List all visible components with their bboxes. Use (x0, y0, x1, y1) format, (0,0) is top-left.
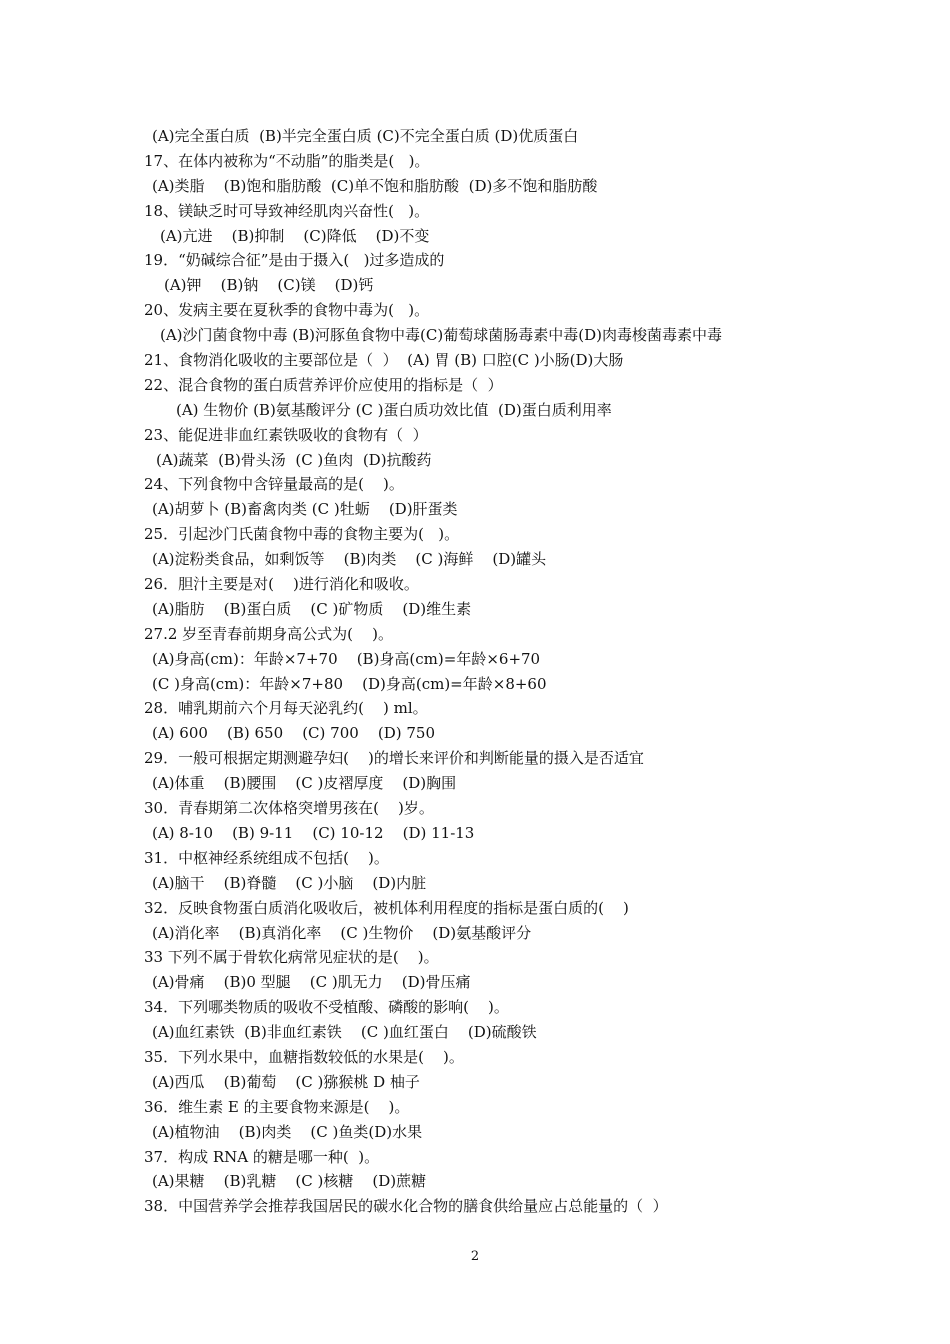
answer-options-line: (A) 8-10 (B) 9-11 (C) 10-12 (D) 11-13 (152, 823, 475, 842)
question-line: 21、食物消化吸收的主要部位是（ ） (A) 胃 (B) 口腔(C )小肠(D)大肠 (144, 351, 624, 370)
question-line: 32．反映食物蛋白质消化吸收后，被机体利用程度的指标是蛋白质的( ) (144, 898, 629, 917)
answer-options-line: (A)西瓜 (B)葡萄 (C )猕猴桃 D 柚子 (152, 1072, 420, 1091)
question-line: 17、在体内被称为“不动脂”的脂类是( )。 (144, 151, 430, 170)
question-list (144, 124, 804, 1219)
question-line: 34．下列哪类物质的吸收不受植酸、磷酸的影响( )。 (144, 998, 509, 1017)
question-line: 26．胆汁主要是对( )进行消化和吸收。 (144, 575, 419, 594)
question-line: 30．青春期第二次体格突增男孩在( )岁。 (144, 799, 434, 818)
question-line: 36．维生素 E 的主要食物来源是( )。 (144, 1097, 410, 1116)
answer-options-line: (A)亢进 (B)抑制 (C)降低 (D)不变 (160, 226, 430, 245)
answer-options-line: (A)脑干 (B)脊髓 (C )小脑 (D)内脏 (152, 873, 427, 892)
question-line: 29．一般可根据定期测避孕妇( )的增长来评价和判断能量的摄入是否适宜 (144, 749, 644, 768)
answer-options-line: (A)身高(cm)：年龄×7+70 (B)身高(cm)=年龄×6+70 (152, 649, 541, 668)
question-line: 37．构成 RNA 的糖是哪一种( )。 (144, 1147, 380, 1166)
answer-options-line: (A)体重 (B)腰围 (C )皮褶厚度 (D)胸围 (152, 774, 457, 793)
answer-options-line: (A)骨痛 (B)0 型腿 (C )肌无力 (D)骨压痛 (152, 973, 471, 992)
answer-options-line: (A)蔬菜 (B)骨头汤 (C )鱼肉 (D)抗酸药 (156, 450, 432, 469)
question-line: 19．“奶碱综合征”是由于摄入( )过多造成的 (144, 251, 445, 270)
question-line: 23、能促进非血红素铁吸收的食物有（ ） (144, 425, 428, 444)
question-line: 28．哺乳期前六个月每天泌乳约( ) ml。 (144, 699, 428, 718)
answer-options-line: (A)沙门菌食物中毒 (B)河豚鱼食物中毒(C)葡萄球菌肠毒素中毒(D)肉毒梭菌毒素中毒 (160, 326, 722, 345)
answer-options-line: (A)胡萝卜 (B)畜禽肉类 (C )牡蛎 (D)肝蛋类 (152, 500, 458, 519)
answer-options-line: (A)植物油 (B)肉类 (C )鱼类(D)水果 (152, 1122, 423, 1141)
answer-options-line: (A)类脂 (B)饱和脂肪酸 (C)单不饱和脂肪酸 (D)多不饱和脂肪酸 (152, 176, 598, 195)
question-line: 31．中枢神经系统组成不包括( )。 (144, 848, 389, 867)
question-line: 35．下列水果中，血糖指数较低的水果是( )。 (144, 1047, 464, 1066)
question-line: 18、镁缺乏时可导致神经肌肉兴奋性( )。 (144, 201, 430, 220)
answer-options-line: (A)血红素铁 (B)非血红素铁 (C )血红蛋白 (D)硫酸铁 (152, 1023, 537, 1042)
question-line: 20、发病主要在夏秋季的食物中毒为( )。 (144, 301, 430, 320)
question-line: 33 下列不属于骨软化病常见症状的是( )。 (144, 948, 439, 967)
answer-options-line: (A)钾 (B)钠 (C)镁 (D)钙 (164, 276, 374, 295)
question-line: 25．引起沙门氏菌食物中毒的食物主要为( )。 (144, 525, 460, 544)
page-number: 2 (470, 1249, 480, 1264)
question-line: 27.2 岁至青春前期身高公式为( )。 (144, 624, 393, 643)
question-line: 38．中国营养学会推荐我国居民的碳水化合物的膳食供给量应占总能量的（ ） (144, 1197, 668, 1216)
answer-options-line: (A)果糖 (B)乳糖 (C )核糖 (D)蔗糖 (152, 1172, 427, 1191)
answer-options-line: (C )身高(cm)：年龄×7+80 (D)身高(cm)=年龄×8+60 (152, 674, 547, 693)
answer-options-line: (A)淀粉类食品，如剩饭等 (B)肉类 (C )海鲜 (D)罐头 (152, 550, 547, 569)
answer-options-line: (A) 生物价 (B)氨基酸评分 (C )蛋白质功效比值 (D)蛋白质利用率 (176, 400, 612, 419)
answer-options-line: (A) 600 (B) 650 (C) 700 (D) 750 (152, 724, 435, 743)
answer-options-line: (A)消化率 (B)真消化率 (C )生物价 (D)氨基酸评分 (152, 923, 532, 942)
question-line: 24、下列食物中含锌量最高的是( )。 (144, 475, 404, 494)
answer-options-line: (A)脂肪 (B)蛋白质 (C )矿物质 (D)维生素 (152, 599, 472, 618)
question-line: 22、混合食物的蛋白质营养评价应使用的指标是（ ） (144, 375, 503, 394)
answer-options-line: (A)完全蛋白质 (B)半完全蛋白质 (C)不完全蛋白质 (D)优质蛋白 (152, 127, 579, 145)
